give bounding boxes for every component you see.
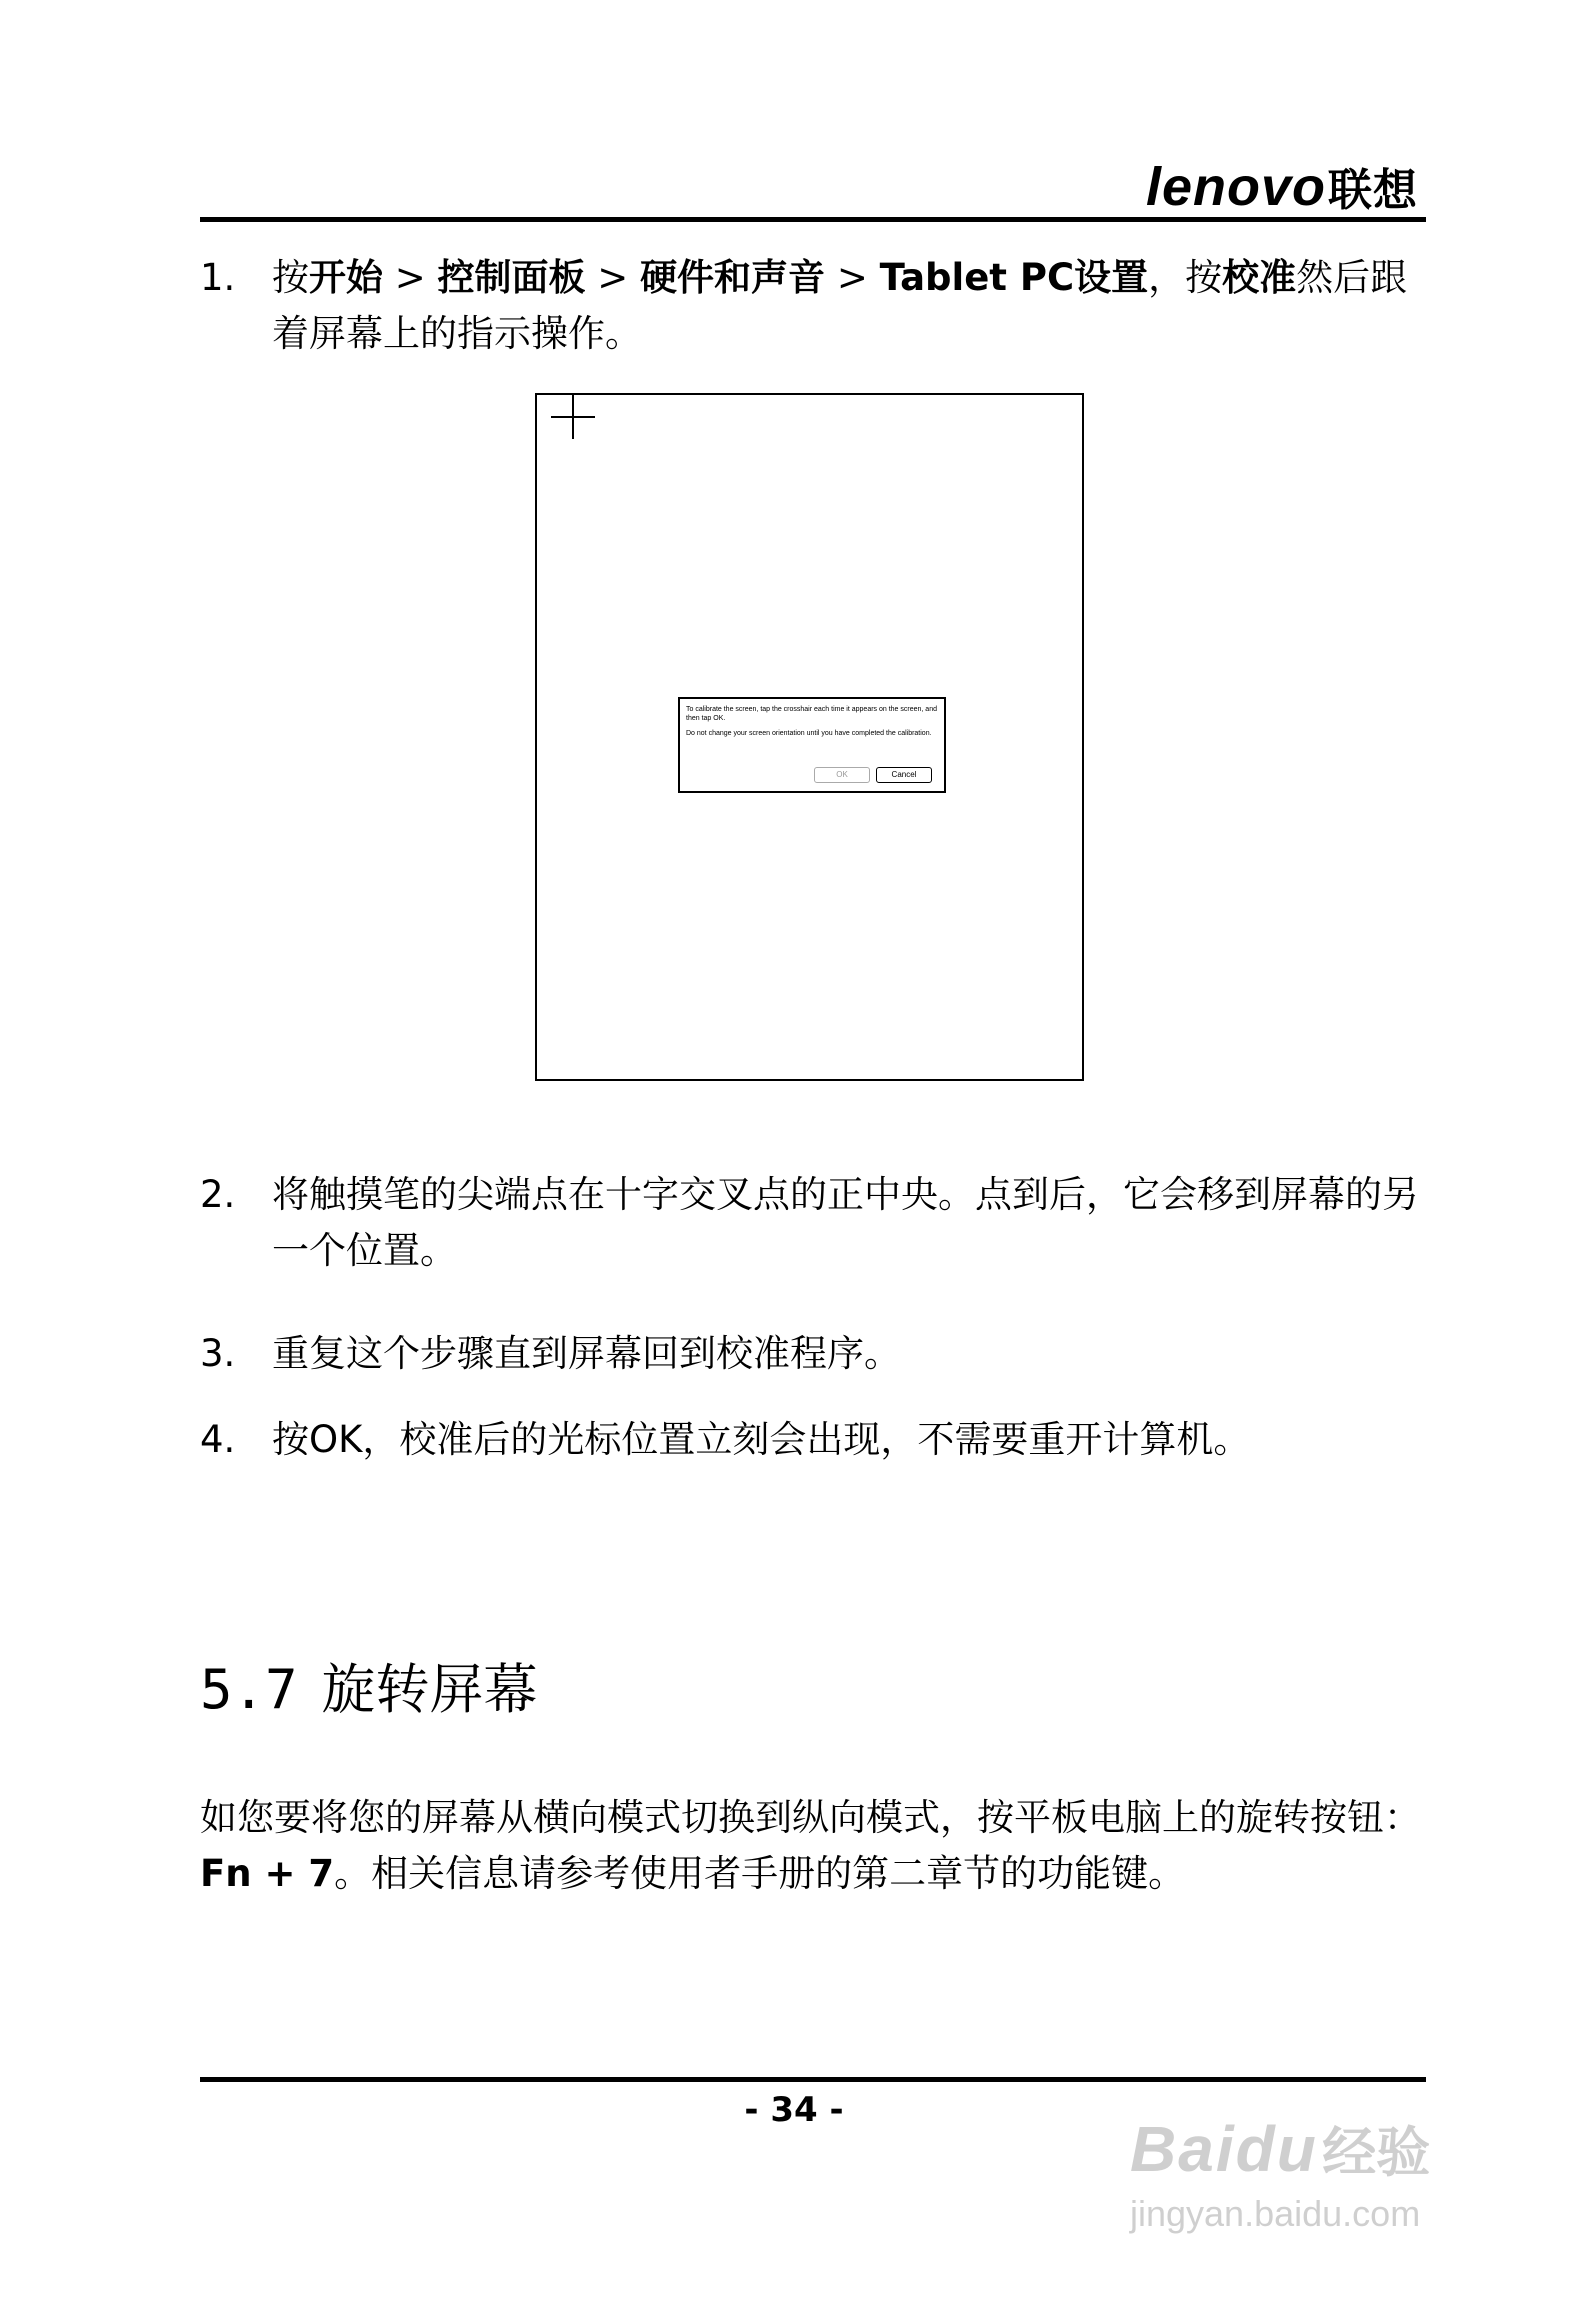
calibration-dialog — [678, 697, 946, 793]
footer-rule — [200, 2077, 1426, 2082]
dialog-warning: Do not change your screen orientation until you have completed the calibration. — [686, 730, 932, 737]
lenovo-logo: lenovo联想 — [1145, 157, 1418, 217]
section-number: 5.7 — [200, 1658, 298, 1721]
ok-button[interactable]: OK — [814, 767, 870, 783]
step-4 — [200, 1412, 1426, 1468]
step-text: 按开始 > 控制面板 > 硬件和声音 > Tablet PC设置，按校准然后跟着屏幕上的指示操作。 — [272, 256, 1408, 355]
crosshair-icon[interactable] — [551, 395, 595, 439]
step-number: 1. — [200, 256, 236, 299]
header-rule — [200, 217, 1426, 222]
baidu-watermark: Baidu 经验 jingyan.baidu.com — [1130, 2113, 1431, 2234]
key-combo: Fn + 7 — [200, 1852, 335, 1895]
page-number: - 34 - — [744, 2090, 844, 2130]
rotate-screen-paragraph: 如您要将您的屏幕从横向模式切换到纵向模式，按平板电脑上的旋转按钮：Fn + 7。相关信息请参考使用者手册的第二章节的功能键。 — [200, 1796, 1421, 1895]
step-number: 4. — [200, 1418, 236, 1461]
section-title: 旋转屏幕 — [321, 1658, 538, 1721]
step-3 — [200, 1326, 1426, 1382]
step-text: 按OK，校准后的光标位置立刻会出现，不需要重开计算机。 — [272, 1418, 1251, 1461]
step-number: 3. — [200, 1332, 236, 1375]
step-text: 将触摸笔的尖端点在十字交叉点的正中央。点到后，它会移到屏幕的另一个位置。 — [272, 1173, 1419, 1272]
step-number: 2. — [200, 1173, 236, 1216]
step-1 — [200, 250, 1426, 362]
step-2 — [200, 1167, 1426, 1279]
section-heading — [200, 1655, 538, 1725]
dialog-instruction: To calibrate the screen, tap the crosshair each time it appears on the screen, and then tap OK. — [686, 706, 937, 722]
calibration-screen — [535, 393, 1084, 1081]
cancel-button[interactable]: Cancel — [876, 767, 932, 783]
step-text: 重复这个步骤直到屏幕回到校准程序。 — [272, 1332, 901, 1375]
